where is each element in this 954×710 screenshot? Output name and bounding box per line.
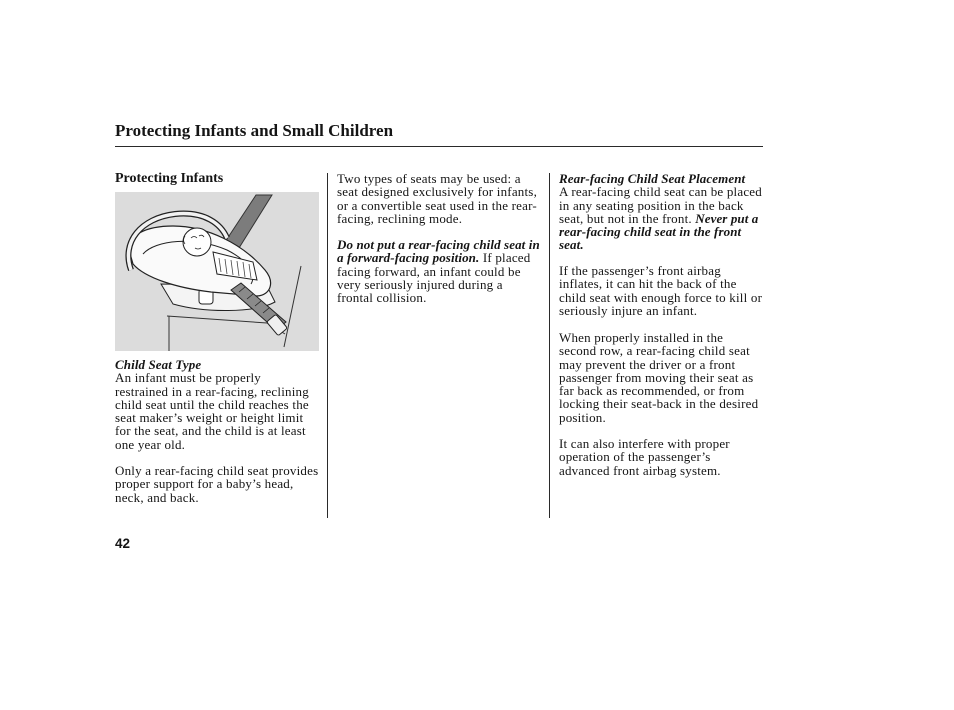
text-line: child seat until the child reaches the [115, 396, 309, 412]
text-line: inflates, it can hit the back of the [559, 276, 737, 292]
text-line: advanced front airbag system. [559, 462, 721, 478]
infant-seat-illustration [115, 192, 319, 351]
paragraph [559, 331, 758, 424]
text-line: may prevent the driver or a front [559, 356, 736, 372]
paragraph [559, 437, 730, 477]
rear-facing-placement-section [559, 172, 762, 252]
text-line: seriously injure an infant. [559, 302, 698, 318]
text-line: very seriously injured during a [337, 276, 503, 292]
paragraph [115, 464, 318, 504]
text-line: facing, reclining mode. [337, 210, 463, 226]
text-line: Only a rear-facing child seat provides [115, 463, 319, 478]
text-line: one year old. [115, 436, 186, 452]
page-title: Protecting Infants and Small Children [115, 121, 394, 140]
title-rule [115, 146, 763, 147]
text-line [337, 251, 540, 264]
text-line: operation of the passenger’s [559, 449, 711, 465]
text-line: position. [559, 409, 606, 425]
warning-emphasis: a forward-facing position. [337, 250, 480, 266]
text-line: An infant must be properly [115, 370, 262, 386]
subheading-rear-facing-placement: Rear-facing Child Seat Placement [559, 171, 746, 186]
text-line: frontal collision. [337, 290, 427, 306]
placement-warning-emphasis: rear-facing child seat in the front [559, 224, 742, 240]
text-line: When properly installed in the [559, 330, 724, 345]
text-line [559, 212, 762, 225]
text-line: facing forward, an infant could be [337, 263, 521, 279]
warning-paragraph [337, 238, 540, 304]
section-heading-protecting-infants: Protecting Infants [115, 171, 224, 186]
text-line: proper support for a baby’s head, [115, 476, 294, 492]
text-line: seat designed exclusively for infants, [337, 184, 538, 200]
child-seat-type-section [115, 358, 309, 451]
text-line: child seat with enough force to kill or [559, 289, 763, 305]
text-line: locking their seat-back in the desired [559, 396, 759, 412]
placement-text: seat, but not in the front. [559, 210, 692, 226]
text-line: second row, a rear-facing child seat [559, 343, 750, 359]
text-line: for the seat, and the child is at least [115, 423, 306, 439]
text-line: far back as recommended, or from [559, 383, 745, 399]
paragraph [559, 264, 762, 317]
paragraph [337, 172, 537, 225]
column-divider-1 [327, 173, 328, 518]
text-line: It can also interfere with proper [559, 436, 730, 451]
text-line: restrained in a rear-facing, reclining [115, 383, 309, 399]
text-line: seat maker’s weight or height limit [115, 410, 304, 426]
column-divider-2 [549, 173, 550, 518]
page-number: 42 [115, 536, 131, 551]
infant-head [183, 228, 211, 256]
warning-emphasis: Do not put a rear-facing child seat in [337, 237, 540, 252]
text-line: A rear-facing child seat can be placed [559, 184, 762, 200]
placement-warning-emphasis: Never put a [691, 210, 759, 226]
subheading-child-seat-type: Child Seat Type [115, 357, 202, 372]
text-line: neck, and back. [115, 489, 199, 505]
placement-warning-emphasis: seat. [559, 237, 584, 253]
text-line: passenger from moving their seat as [559, 369, 754, 385]
warning-text: If placed [479, 250, 531, 266]
text-line: Two types of seats may be used: a [337, 171, 521, 186]
text-line [337, 238, 540, 251]
text-line: or a convertible seat used in the rear- [337, 197, 537, 213]
text-line: If the passenger’s front airbag [559, 263, 721, 278]
text-line: in any seating position in the back [559, 197, 744, 213]
